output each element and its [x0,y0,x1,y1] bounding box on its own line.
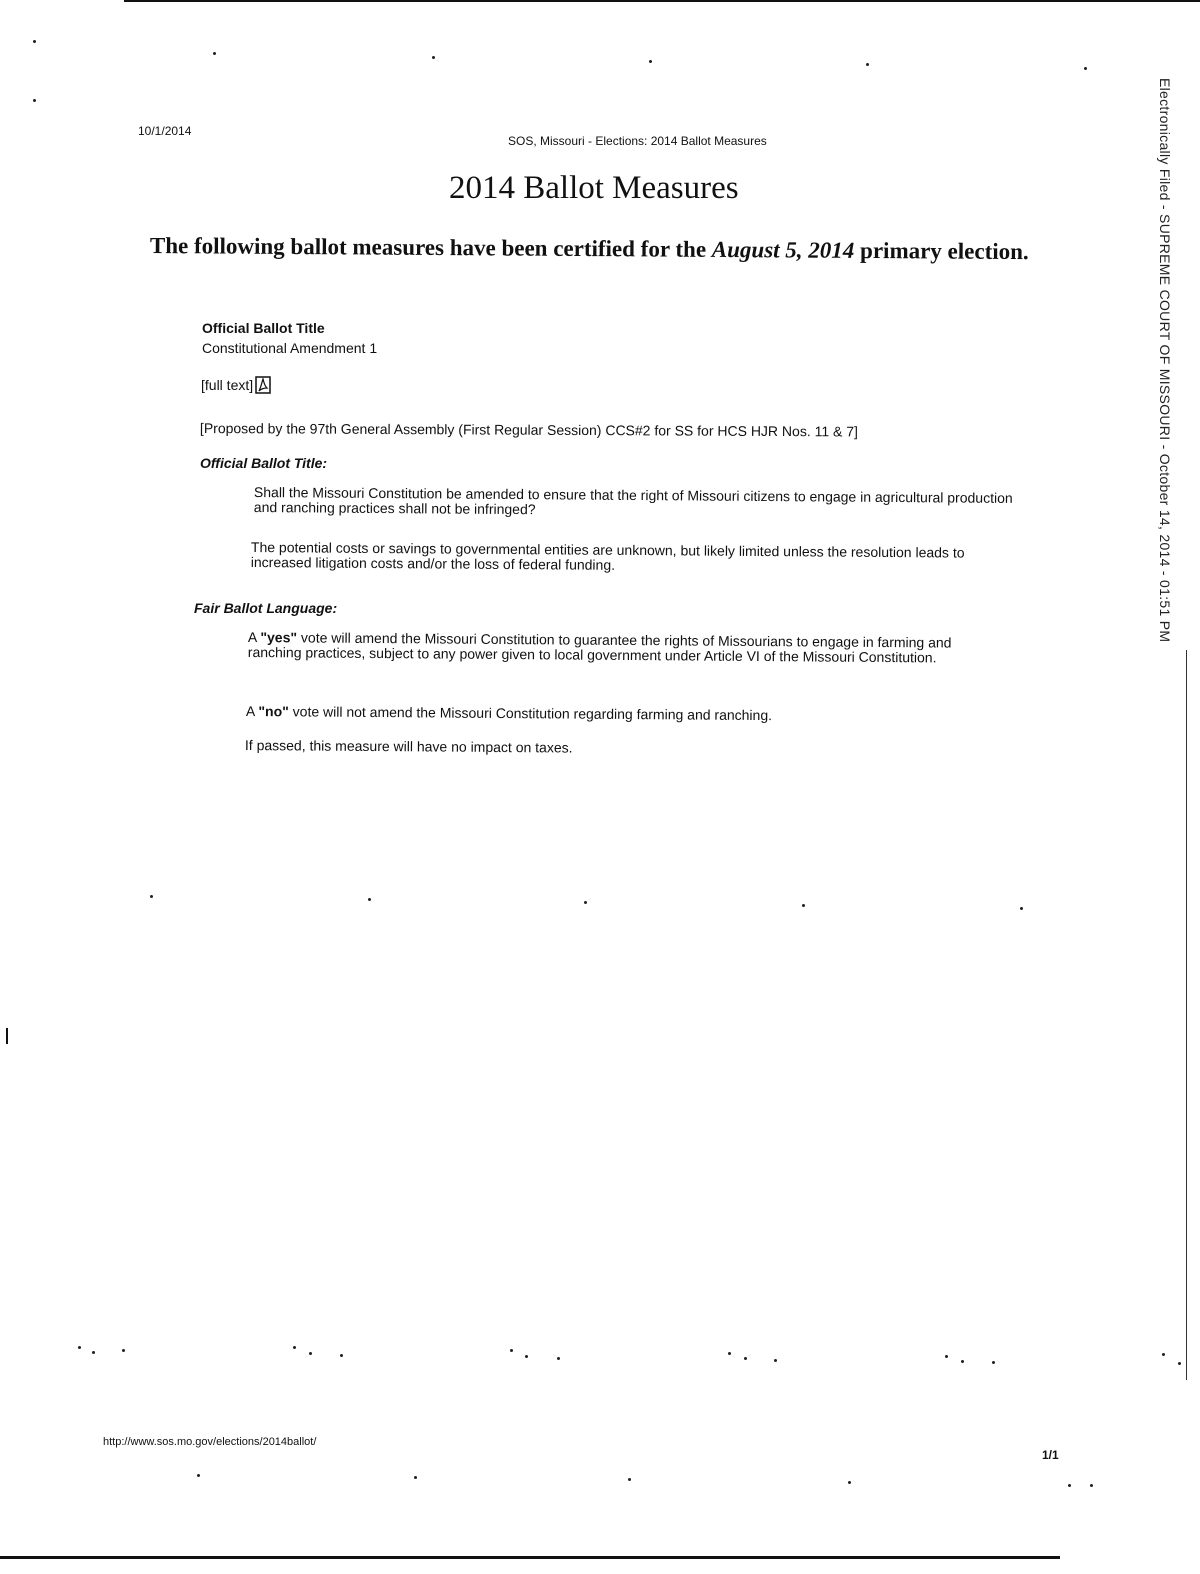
speck [1090,1484,1093,1487]
ballot-question-paragraph: Shall the Missouri Constitution be amended to ensure that the right of Missouri citizens to engage in agricultural production and ranching practices shall not be infringed? [253,484,1013,518]
no-vote-text: vote will not amend the Missouri Constitution regarding farming and ranching. [288,703,773,724]
lead-date: August 5, 2014 [711,236,855,263]
speck [33,40,36,43]
speck [78,1346,81,1349]
print-header-title: SOS, Missouri - Elections: 2014 Ballot Measures [508,134,767,148]
speck [945,1355,948,1358]
footer-url: http://www.sos.mo.gov/elections/2014ballot/ [103,1436,317,1448]
speck [649,60,652,63]
speck [33,99,36,102]
fair-ballot-language-label: Fair Ballot Language: [194,600,338,616]
no-vote-paragraph [246,704,1006,725]
no-vote-prefix: A [245,703,259,720]
page-title: 2014 Ballot Measures [449,170,739,206]
speck [1068,1484,1071,1487]
speck [584,901,587,904]
print-date: 10/1/2014 [138,124,192,138]
speck [774,1359,777,1362]
speck [1020,907,1023,910]
speck [432,56,435,59]
speck [150,895,153,898]
speck [197,1474,200,1477]
no-keyword: "no" [258,703,289,720]
speck [802,904,805,907]
speck [414,1476,417,1479]
fiscal-note-paragraph: The potential costs or savings to governmental entities are unknown, but likely limited unless the resolution leads to increased litigation costs and/or the loss of federal funding. [250,539,965,573]
speck [525,1355,528,1358]
speck [510,1349,513,1352]
pdf-icon[interactable] [255,376,271,394]
speck [368,898,371,901]
speck [628,1478,631,1481]
scan-mark [6,1028,8,1044]
official-ballot-title-label: Official Ballot Title: [200,455,328,471]
full-text-link[interactable] [201,376,271,394]
speck [1162,1353,1165,1356]
lead-statement [150,232,1050,265]
speck [728,1352,731,1355]
filing-stamp: Electronically Filed - SUPREME COURT OF MISSOURI - October 14, 2014 - 01:51 PM [1157,78,1173,643]
ballot-title-block [202,318,377,358]
full-text-label[interactable]: [full text] [201,377,254,393]
speck [92,1351,95,1354]
speck [1084,67,1087,70]
bottom-rule [0,1556,1060,1559]
yes-vote-text: vote will amend the Missouri Constitution to guarantee the rights of Missourians to engage in farming and ranching practices, subject to any power given to local government under Article VI of the Missouri Constitution. [247,629,952,666]
speck [744,1357,747,1360]
lead-text-before: The following ballot measures have been certified for the [149,232,712,262]
speck [557,1357,560,1360]
ballot-heading: Official Ballot Title [202,320,325,336]
speck [961,1360,964,1363]
speck [848,1481,851,1484]
page-edge-line [1186,650,1187,1380]
speck [293,1346,296,1349]
lead-text-after: primary election. [854,237,1029,265]
top-rule [124,0,1200,2]
ballot-subheading: Constitutional Amendment 1 [202,340,378,356]
speck [309,1352,312,1355]
speck [340,1354,343,1357]
speck [1178,1362,1181,1365]
yes-keyword: "yes" [260,629,298,646]
yes-vote-prefix: A [247,629,261,646]
tax-impact-paragraph: If passed, this measure will have no impact on taxes. [244,737,573,756]
proposed-by: [Proposed by the 97th General Assembly (First Regular Session) CCS#2 for SS for HCS HJR Nos. 11 & 7] [199,420,859,440]
page-number: 1/1 [1042,1448,1059,1462]
speck [866,63,869,66]
speck [213,52,216,55]
filing-stamp-area [1157,78,1179,798]
speck [992,1361,995,1364]
speck [122,1349,125,1352]
yes-vote-paragraph [248,630,1008,666]
